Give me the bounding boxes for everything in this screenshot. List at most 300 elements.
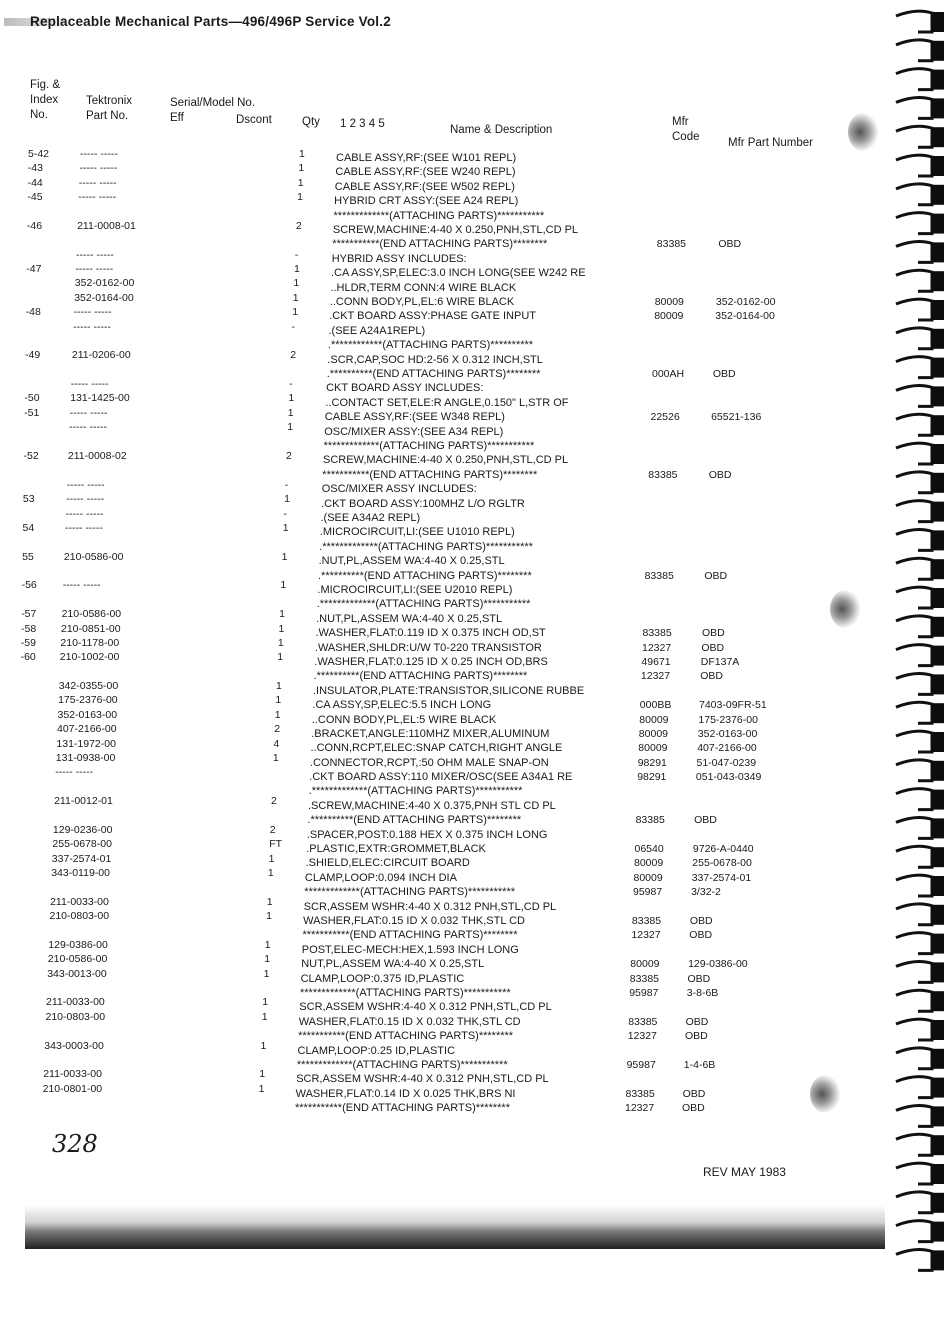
row-mfr-code: 12327 [627, 1030, 657, 1043]
row-qty: 1 [293, 277, 300, 290]
binding-coil-shadow [932, 386, 944, 406]
row-part-number: 211-0012-01 [54, 795, 113, 807]
row-part-number: ----- ----- [76, 248, 114, 261]
binding-coil [896, 1048, 932, 1069]
row-part-number: ----- ----- [75, 263, 114, 275]
row-part-number: 211-0206-00 [71, 349, 131, 362]
header-mfr-code: Mfr Code [672, 116, 700, 143]
row-qty: 1 [275, 694, 282, 707]
row-description: SCREW,MACHINE:4-40 X 0.250,PNH,STL,CD PL [323, 454, 569, 467]
header-mfr-part-number: Mfr Part Number [728, 137, 813, 149]
row-description: .SCR,CAP,SOC HD:2-56 X 0.312 INCH,STL [327, 353, 543, 366]
row-qty: 1 [268, 852, 275, 865]
row-description: ***********(END ATTACHING PARTS)******** [322, 468, 538, 481]
row-mfr-part-number: 255-0678-00 [692, 857, 752, 870]
row-qty: 1 [262, 996, 269, 1009]
row-description: *************(ATTACHING PARTS)*********** [296, 1059, 508, 1071]
row-qty: - [289, 378, 293, 391]
header-levels: 1 2 3 4 5 [340, 118, 385, 130]
row-mfr-code: 83385 [648, 468, 678, 481]
row-fig-index: -45 [27, 191, 43, 204]
row-part-number: ----- ----- [66, 478, 105, 491]
row-mfr-part-number: 3-8-6B [686, 987, 719, 999]
row-description: ..CONN,RCPT,ELEC:SNAP CATCH,RIGHT ANGLE [310, 742, 563, 755]
row-mfr-part-number: OBD [685, 1015, 709, 1028]
row-fig-index: 54 [22, 521, 35, 534]
row-mfr-code: 83385 [628, 1015, 658, 1028]
row-mfr-code: 12327 [640, 670, 671, 683]
row-description: CLAMP,LOOP:0.25 ID,PLASTIC [297, 1044, 456, 1057]
binding-coil-shadow [932, 358, 944, 378]
row-description: CLAMP,LOOP:0.094 INCH DIA [304, 871, 457, 884]
row-qty: 2 [290, 349, 297, 362]
binding-coil-shadow [932, 1250, 944, 1270]
page-title: Replaceable Mechanical Parts—496/496P Service Vol.2 [30, 14, 391, 29]
row-description: HYBRID CRT ASSY:(SEE A24 REPL) [334, 195, 519, 208]
row-qty: 1 [292, 291, 299, 304]
binding-coil [896, 155, 932, 176]
binding-coil [896, 40, 932, 61]
row-fig-index: -47 [26, 263, 42, 275]
row-description: WASHER,FLAT:0.15 ID X 0.032 THK,STL CD [303, 915, 526, 927]
row-mfr-code: 80009 [638, 742, 668, 755]
row-part-number: 211-0033-00 [43, 1068, 102, 1081]
row-mfr-code: 80009 [633, 871, 663, 884]
row-part-number: 131-0938-00 [55, 751, 116, 764]
binding-coil-shadow [932, 876, 944, 896]
row-qty: 1 [266, 895, 273, 908]
row-mfr-code: 83385 [656, 238, 686, 251]
binding-coil-shadow [932, 1106, 944, 1126]
row-description: .CKT BOARD ASSY:PHASE GATE INPUT [329, 310, 537, 323]
row-qty: - [284, 478, 289, 491]
row-part-number: 255-0678-00 [52, 838, 112, 851]
row-mfr-code: 80009 [639, 713, 669, 726]
row-mfr-part-number: DF137A [700, 655, 740, 668]
binding-coil-shadow [932, 732, 944, 752]
row-fig-index: -52 [23, 450, 39, 462]
row-qty: 1 [294, 263, 300, 275]
binding-coil-shadow [932, 127, 944, 147]
binding-coil-shadow [932, 271, 944, 291]
row-mfr-part-number: OBD [702, 627, 725, 640]
row-description: .SPACER,POST:0.188 HEX X 0.375 INCH LONG [306, 828, 548, 841]
row-part-number: 210-1002-00 [59, 651, 120, 664]
row-part-number: 407-2166-00 [57, 723, 117, 736]
row-description: WASHER,FLAT:0.15 ID X 0.032 THK,STL CD [298, 1015, 521, 1028]
binding-coil [896, 961, 932, 982]
row-description: .*************(ATTACHING PARTS)*********** [316, 598, 531, 611]
row-description: .**********(END ATTACHING PARTS)******** [307, 814, 522, 827]
binding-coil [896, 472, 932, 493]
row-part-number: 343-0003-00 [44, 1039, 104, 1052]
row-description: ..CONTACT SET,ELE:R ANGLE,0.150" L,STR OF [325, 396, 569, 409]
row-qty: 1 [279, 608, 285, 621]
binding-coil [896, 385, 932, 406]
row-description: ***********(END ATTACHING PARTS)******** [302, 929, 518, 942]
row-qty: FT [269, 838, 283, 851]
binding-coil-shadow [932, 156, 944, 176]
binding-coil [896, 1249, 932, 1270]
binding-coil-shadow [932, 473, 944, 493]
header-serial-model: Serial/Model No. [170, 97, 256, 109]
row-fig-index: -59 [20, 636, 36, 649]
binding-coil [896, 731, 932, 752]
binding-coil-shadow [932, 214, 944, 234]
row-description: SCREW,MACHINE:4-40 X 0.250,PNH,STL,CD PL [332, 224, 579, 236]
row-description: .SHIELD,ELEC:CIRCUIT BOARD [305, 857, 470, 870]
binding-coil [896, 414, 932, 435]
row-fig-index: -44 [27, 176, 43, 189]
binding-coil-shadow [932, 790, 944, 810]
page-number: 328 [52, 1130, 98, 1158]
binding-coil [896, 1019, 932, 1040]
row-part-number: ----- ----- [70, 378, 109, 391]
binding-coil [896, 760, 932, 781]
binding-coil-shadow [932, 1135, 944, 1155]
row-description: .**********(END ATTACHING PARTS)******** [318, 569, 532, 582]
row-qty: 2 [295, 219, 302, 232]
binding-coil [896, 817, 932, 838]
row-mfr-code: 80009 [634, 857, 664, 870]
binding-coil-shadow [932, 646, 944, 666]
binding-coil [896, 241, 932, 262]
row-mfr-part-number: OBD [701, 641, 725, 654]
header-fig-index: Fig. & Index No. [30, 79, 61, 121]
header-part-no: Tektronix Part No. [86, 95, 133, 122]
binding-coil [896, 1077, 932, 1098]
row-part-number: ----- ----- [79, 162, 118, 175]
row-qty: 1 [260, 1039, 267, 1052]
row-description: .*************(ATTACHING PARTS)*********** [319, 540, 533, 553]
row-qty: 1 [272, 751, 279, 764]
binding-coil-shadow [932, 991, 944, 1011]
row-part-number: 211-0033-00 [46, 996, 105, 1009]
row-mfr-code: 83385 [644, 569, 674, 582]
row-mfr-code: 000AH [652, 367, 685, 380]
row-qty: - [294, 248, 299, 261]
binding-coil-shadow [932, 444, 944, 464]
binding-coil [896, 328, 932, 349]
binding-coil-shadow [932, 98, 944, 118]
row-mfr-part-number: OBD [682, 1102, 705, 1115]
row-mfr-code: 22526 [650, 411, 680, 424]
row-description: ***********(END ATTACHING PARTS)******** [332, 238, 548, 251]
binding-coil-shadow [932, 185, 944, 205]
binding-coil [896, 558, 932, 579]
row-description: .WASHER,SHLDR:U/W T0-220 TRANSISTOR [314, 641, 542, 654]
row-mfr-code: 000BB [639, 699, 672, 712]
row-description: SCR,ASSEM WSHR:4-40 X 0.312 PNH,STL,CD PL [303, 900, 557, 913]
row-mfr-part-number: 9726-A-0440 [692, 843, 754, 855]
row-fig-index: -56 [21, 579, 37, 592]
row-description: *************(ATTACHING PARTS)*********** [323, 439, 535, 452]
binding-coil-shadow [932, 1164, 944, 1184]
row-description: CABLE ASSY,RF:(SEE W240 REPL) [335, 166, 516, 179]
binding-coil [896, 990, 932, 1011]
binding-coil [896, 673, 932, 694]
row-mfr-code: 83385 [642, 627, 672, 640]
binding-coil-shadow [932, 1193, 944, 1213]
row-mfr-code: 80009 [630, 958, 660, 971]
row-description: .MICROCIRCUIT,LI:(SEE U1010 REPL) [319, 526, 515, 539]
row-fig-index: -57 [21, 608, 37, 621]
row-description: .CKT BOARD ASSY:100MHZ L/O RGLTR [321, 497, 525, 510]
binding-coil-shadow [932, 70, 944, 90]
row-mfr-part-number: 3/32-2 [691, 886, 721, 899]
row-description: SCR,ASSEM WSHR:4-40 X 0.312 PNH,STL,CD PL [299, 1001, 552, 1014]
row-description: ..CONN BODY,PL,EL:5 WIRE BLACK [311, 713, 497, 726]
row-description: *************(ATTACHING PARTS)*********** [300, 987, 511, 999]
row-qty: 1 [297, 191, 303, 204]
row-part-number: 210-0586-00 [63, 550, 124, 563]
row-fig-index: 55 [22, 550, 34, 563]
row-qty: 1 [264, 938, 271, 951]
row-description: .**********(END ATTACHING PARTS)******** [326, 367, 541, 380]
binding-coil [896, 69, 932, 90]
row-description: *************(ATTACHING PARTS)*********** [304, 886, 515, 899]
row-qty: 2 [286, 450, 292, 462]
row-fig-index: 5-42 [28, 148, 50, 160]
header-name-description: Name & Description [450, 124, 553, 136]
header-dscont: Dscont [236, 114, 272, 126]
binding-coil [896, 443, 932, 464]
row-qty: 1 [278, 622, 285, 635]
row-mfr-part-number: OBD [689, 915, 713, 927]
binding-coil [896, 213, 932, 234]
row-part-number: 129-0236-00 [52, 823, 113, 836]
row-qty: 2 [271, 795, 277, 807]
binding-coil [896, 875, 932, 896]
row-mfr-part-number: 1-4-6B [683, 1059, 716, 1071]
row-part-number: 211-0008-01 [77, 219, 136, 232]
binding-coil-shadow [932, 1049, 944, 1069]
row-qty: 2 [274, 723, 281, 736]
binding-coil-shadow [932, 12, 944, 32]
row-description: .BRACKET,ANGLE:110MHZ MIXER,ALUMINUM [311, 727, 550, 740]
row-qty: 1 [276, 680, 282, 692]
row-mfr-code: 98291 [637, 756, 667, 769]
binding-coil-shadow [932, 617, 944, 637]
row-qty: 1 [277, 651, 284, 664]
row-description: HYBRID ASSY INCLUDES: [331, 252, 467, 265]
row-mfr-part-number: OBD [682, 1087, 706, 1100]
row-description: OSC/MIXER ASSY:(SEE A34 REPL) [324, 425, 504, 438]
row-part-number: 131-1972-00 [56, 737, 116, 750]
binding-coil [896, 904, 932, 925]
binding-coil-shadow [932, 329, 944, 349]
row-mfr-part-number: OBD [712, 367, 736, 380]
binding-coil [896, 299, 932, 320]
binding-coil [896, 846, 932, 867]
header-eff: Eff [170, 112, 184, 124]
row-qty: 1 [281, 550, 288, 563]
row-fig-index: -50 [24, 392, 40, 405]
binding-coil [896, 1134, 932, 1155]
row-qty: 1 [258, 1082, 265, 1095]
row-qty: 1 [280, 579, 287, 592]
binding-coil [896, 529, 932, 550]
row-qty: 1 [297, 176, 304, 189]
row-description: .**********(END ATTACHING PARTS)******** [313, 670, 528, 683]
binding-coil [896, 97, 932, 118]
binding-coil-shadow [932, 415, 944, 435]
row-description: ***********(END ATTACHING PARTS)******** [298, 1030, 514, 1043]
row-part-number: ----- ----- [80, 148, 118, 160]
row-description: .CA ASSY,SP,ELEC:5.5 INCH LONG [312, 699, 492, 712]
binding-coil [896, 184, 932, 205]
row-description: CKT BOARD ASSY INCLUDES: [326, 382, 484, 395]
row-qty: 1 [299, 148, 305, 160]
row-mfr-code: 83385 [625, 1087, 655, 1100]
binding-coil [896, 501, 932, 522]
row-mfr-code: 83385 [629, 972, 659, 985]
row-description: .SCREW,MACHINE:4-40 X 0.375,PNH STL CD PL [308, 799, 556, 812]
binding-coil-shadow [932, 588, 944, 608]
row-qty: 4 [273, 737, 280, 750]
row-part-number: 342-0355-00 [58, 680, 119, 692]
binding-coil [896, 933, 932, 954]
binding-coil [896, 11, 932, 32]
row-description: .INSULATOR,PLATE:TRANSISTOR,SILICONE RUBBE [313, 684, 585, 697]
row-mfr-part-number: 7403-09FR-51 [699, 699, 767, 712]
row-mfr-code: 80009 [654, 296, 684, 308]
row-part-number: 210-0803-00 [45, 1010, 106, 1023]
binding-coil-shadow [932, 962, 944, 982]
header-qty: Qty [302, 116, 320, 128]
row-mfr-part-number: 65521-136 [711, 411, 762, 424]
row-mfr-code: 49671 [641, 655, 671, 668]
row-mfr-part-number: 129-0386-00 [688, 958, 748, 971]
row-mfr-part-number: OBD [694, 814, 717, 827]
row-mfr-part-number: 51-047-0239 [696, 756, 757, 769]
row-mfr-part-number: OBD [708, 468, 732, 481]
row-part-number: ----- ----- [69, 406, 108, 419]
row-description: SCR,ASSEM WSHR:4-40 X 0.312 PNH,STL,CD PL [296, 1073, 549, 1086]
row-qty: 1 [266, 910, 272, 923]
binding-coil [896, 126, 932, 147]
binding-coil-shadow [932, 761, 944, 781]
binding-hole-bottom [810, 1075, 840, 1113]
binding-coil [896, 702, 932, 723]
row-part-number: 210-0586-00 [61, 608, 122, 621]
row-part-number: 210-0803-00 [49, 910, 110, 923]
binding-coil-shadow [932, 41, 944, 61]
binding-coil [896, 645, 932, 666]
row-mfr-part-number: 407-2166-00 [697, 742, 757, 755]
row-fig-index: -58 [21, 622, 37, 635]
row-part-number: 210-0801-00 [42, 1082, 103, 1095]
row-description: .MICROCIRCUIT,LI:(SEE U2010 REPL) [317, 583, 513, 596]
row-mfr-code: 12327 [642, 641, 672, 654]
row-part-number: ----- ----- [65, 507, 104, 520]
row-mfr-part-number: 337-2574-01 [691, 871, 752, 884]
row-part-number: ----- ----- [65, 521, 103, 534]
row-qty: 1 [267, 866, 274, 879]
row-description: OSC/MIXER ASSY INCLUDES: [321, 483, 477, 496]
row-qty: 1 [264, 953, 271, 966]
binding-coil [896, 1192, 932, 1213]
row-part-number: 343-0119-00 [51, 866, 110, 879]
revision-date: REV MAY 1983 [703, 1165, 786, 1179]
binding-coil-shadow [932, 1222, 944, 1242]
row-qty: 1 [288, 392, 295, 405]
row-qty: 1 [259, 1068, 266, 1081]
row-qty: - [283, 507, 287, 520]
row-description: .PLASTIC,EXTR:GROMMET,BLACK [306, 843, 486, 855]
row-mfr-part-number: 051-043-0349 [695, 771, 762, 783]
spiral-binding [856, 0, 950, 1318]
row-part-number: ----- ----- [69, 421, 107, 434]
row-description: WASHER,FLAT:0.14 ID X 0.025 THK,BRS NI [295, 1087, 516, 1100]
row-mfr-part-number: 175-2376-00 [698, 713, 758, 726]
binding-hole-top [848, 113, 878, 151]
row-mfr-code: 95987 [626, 1059, 656, 1071]
row-mfr-code: 95987 [629, 987, 659, 999]
binding-coil-shadow [932, 847, 944, 867]
binding-coil [896, 1163, 932, 1184]
row-description: .************(ATTACHING PARTS)********** [327, 339, 534, 352]
binding-hole-middle [830, 590, 860, 628]
row-fig-index: -60 [20, 651, 36, 664]
row-mfr-part-number: 352-0163-00 [697, 727, 758, 740]
row-fig-index: -48 [25, 306, 41, 319]
binding-coil-shadow [932, 1020, 944, 1040]
binding-coil-shadow [932, 530, 944, 550]
binding-coil-shadow [932, 674, 944, 694]
row-part-number: 210-1178-00 [60, 636, 120, 649]
binding-coil-shadow [932, 703, 944, 723]
row-qty: 1 [292, 306, 299, 319]
row-description: ..CONN BODY,PL,EL:6 WIRE BLACK [329, 296, 515, 308]
row-description: .WASHER,FLAT:0.119 ID X 0.375 INCH OD,ST [315, 627, 546, 640]
binding-coil [896, 587, 932, 608]
row-part-number: 129-0386-00 [48, 938, 108, 951]
row-description: *************(ATTACHING PARTS)*********** [333, 209, 545, 222]
row-qty: 1 [277, 636, 284, 649]
row-qty: 1 [287, 421, 294, 434]
row-part-number: 210-0851-00 [61, 622, 121, 635]
row-description: .NUT,PL,ASSEM WA:4-40 X 0.25,STL [316, 612, 503, 625]
row-description: .CKT BOARD ASSY:110 MIXER/OSC(SEE A34A1 RE [309, 771, 573, 783]
row-mfr-code: 12327 [625, 1102, 655, 1115]
row-description: .*************(ATTACHING PARTS)*********** [308, 785, 523, 798]
row-mfr-part-number: OBD [700, 670, 723, 683]
binding-coil-shadow [932, 559, 944, 579]
binding-coil-shadow [932, 934, 944, 954]
row-qty: 1 [298, 162, 305, 175]
binding-coil-shadow [932, 818, 944, 838]
row-description: ..HLDR,TERM CONN:4 WIRE BLACK [330, 281, 517, 294]
binding-coil [896, 1105, 932, 1126]
row-fig-index: -49 [25, 349, 41, 362]
binding-coil-shadow [932, 300, 944, 320]
row-description: CABLE ASSY,RF:(SEE W348 REPL) [324, 411, 505, 424]
row-description: CABLE ASSY,RF:(SEE W101 REPL) [336, 152, 517, 164]
binding-coil [896, 1221, 932, 1242]
row-part-number: ----- ----- [73, 320, 111, 333]
row-qty: 1 [287, 406, 294, 419]
row-description: CABLE ASSY,RF:(SEE W502 REPL) [334, 180, 515, 193]
row-fig-index: 53 [22, 493, 35, 506]
row-mfr-code: 83385 [635, 814, 665, 827]
row-qty: 1 [263, 967, 270, 980]
row-mfr-code: 98291 [637, 771, 667, 783]
row-part-number: 175-2376-00 [58, 694, 118, 707]
row-description: .NUT,PL,ASSEM WA:4-40 X 0.25,STL [318, 555, 505, 568]
row-description: NUT,PL,ASSEM WA:4-40 X 0.25,STL [301, 958, 485, 971]
binding-coil [896, 616, 932, 637]
